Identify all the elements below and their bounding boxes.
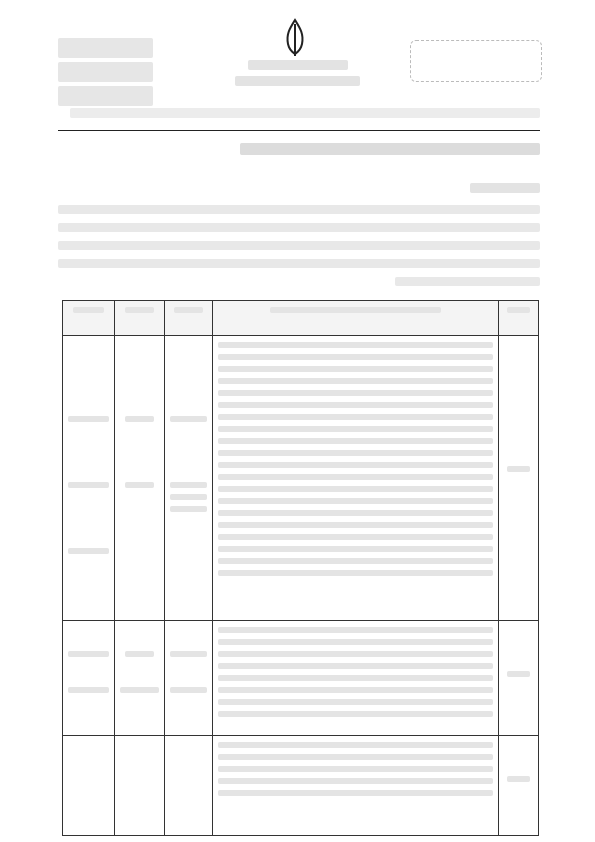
table-cell <box>499 736 539 836</box>
table-cell <box>499 621 539 736</box>
table-cell <box>165 621 213 736</box>
table-header-row <box>63 301 539 336</box>
table-cell <box>213 621 499 736</box>
table-header-cell <box>213 301 499 336</box>
table-cell <box>115 736 165 836</box>
table-cell <box>63 336 115 621</box>
table-cell <box>213 336 499 621</box>
table-cell <box>165 736 213 836</box>
table-cell <box>499 336 539 621</box>
table-header-cell <box>115 301 165 336</box>
table-row <box>63 621 539 736</box>
motto-line <box>70 108 540 118</box>
reference-row <box>58 86 153 106</box>
text-line <box>395 277 540 286</box>
table-header-cell <box>63 301 115 336</box>
title-row <box>248 60 348 70</box>
table-cell <box>115 621 165 736</box>
table-row <box>63 736 539 836</box>
table-cell <box>213 736 499 836</box>
resolutions-table <box>62 300 539 836</box>
reference-row <box>58 62 153 82</box>
table-cell <box>165 336 213 621</box>
title-row <box>235 76 360 86</box>
header-divider <box>58 130 540 131</box>
subject-line <box>240 143 540 155</box>
text-line <box>58 241 540 250</box>
text-line <box>58 205 540 214</box>
table-header-cell <box>499 301 539 336</box>
table-cell <box>63 621 115 736</box>
ministry-title-block <box>235 60 360 92</box>
logo <box>410 40 542 82</box>
greeting-line <box>470 183 540 193</box>
table-header-cell <box>165 301 213 336</box>
emblem-icon <box>280 18 310 58</box>
table-cell <box>63 736 115 836</box>
text-line <box>58 259 540 268</box>
reference-block <box>58 38 153 110</box>
reference-row <box>58 38 153 58</box>
intro-paragraph <box>58 205 540 295</box>
table-row <box>63 336 539 621</box>
text-line <box>58 223 540 232</box>
table-cell <box>115 336 165 621</box>
